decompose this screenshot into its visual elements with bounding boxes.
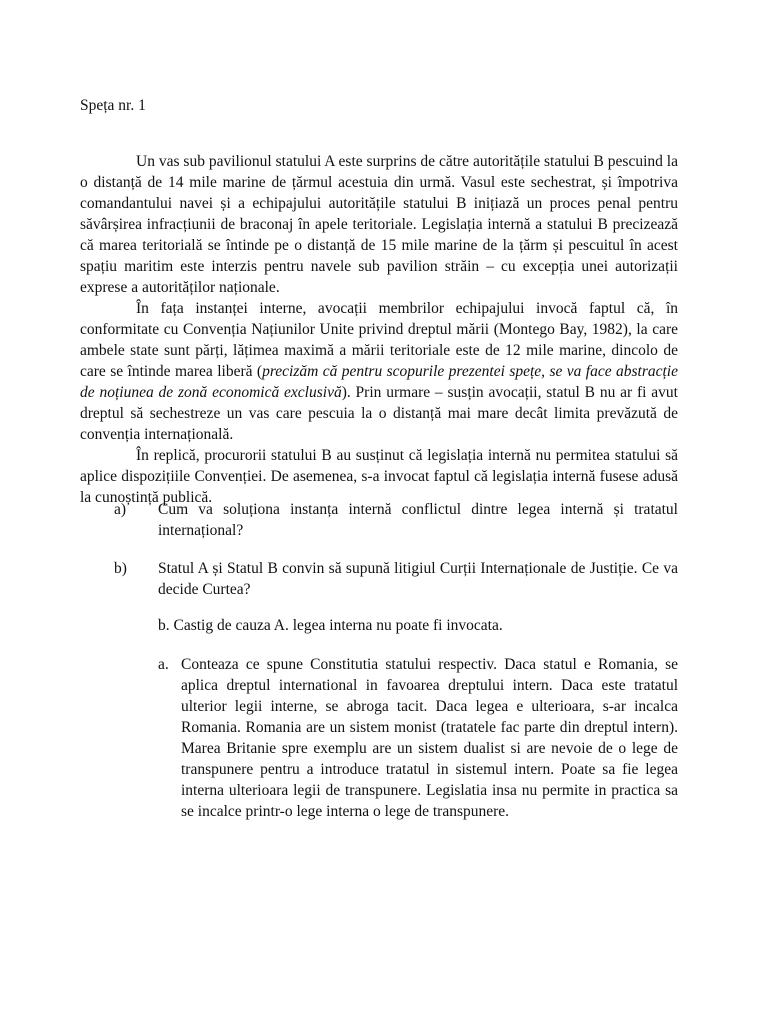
question-marker: b) <box>114 560 127 577</box>
question-b <box>80 558 678 600</box>
paragraph-facts: Un vas sub pavilionul statului A este surprins de către autoritățile statului B pescuind la o distanță de 14 mile marine de țărmul acestuia din urmă. Vasul este sechestrat, și împotriva comandantului navei și a echipajului autoritățile statului B inițiază un proces penal pentru săvârșirea infracțiunii de braconaj în apele teritoriale. Legislația internă a statului B precizează că marea teritorială se întinde pe o distanță de 15 mile marine de la țărm și pescuitul în acest spațiu maritim este interzis pentru navele sub pavilion străin – cu excepția unei autorizații exprese a autorităților naționale. <box>80 153 678 296</box>
answer-b: b. Castig de cauza A. legea interna nu poate fi invocata. <box>158 617 503 634</box>
case-description <box>80 151 678 508</box>
question-marker: a) <box>114 501 127 518</box>
paragraph-prosecution: În replică, procurorii statului B au susținut că legislația internă nu permitea statului să aplice dispozițiile Convenției. De asemenea, s-a invocat faptul că legislația internă fusese adusă la cunoștință publică. <box>80 447 678 506</box>
paragraph-defense-end: ). Prin urmare – susțin avocații, statul B nu ar fi avut dreptul să sechestreze un vas care pescuia la o distanță mai mare decât limita prevăzută de convenția internațională. <box>80 384 678 443</box>
question-a <box>80 499 678 541</box>
paragraph-defense <box>80 298 678 445</box>
answer-a <box>158 654 678 822</box>
document-title: Speța nr. 1 <box>80 97 146 114</box>
paragraph-defense-note: precizăm că pentru scopurile prezentei spețe, se va face abstracție de noțiunea de zonă economică exclusivă <box>80 363 678 401</box>
paragraph-defense-start: În fața instanței interne, avocații membrilor echipajului invocă faptul că, în conformitate cu Convenția Națiunilor Unite privind dreptul mării (Montego Bay, 1982), la care ambele state sunt părți, lățimea maximă a mării teritoriale este de 12 mile marine, dincolo de care se întinde marea liberă ( <box>80 300 678 380</box>
answer-marker: a. <box>158 656 169 673</box>
answer-text: Conteaza ce spune Constitutia statului respectiv. Daca statul e Romania, se aplica dreptul international in favoarea dreptului intern. Daca este tratatul ulterior legii interne, se abroga tacit. Daca legea e ulterioara, s-ar incalca Romania. Romania are un sistem monist (tratatele fac parte din dreptul intern). Marea Britanie spre exemplu are un sistem dualist si are nevoie de o lege de transpunere pentru a introduce tratatul in sistemul intern. Poate sa fie legea interna ulterioara legii de transpunere. Legislatia insa nu permite in practica sa se incalce printr-o lege interna o lege de transpunere. <box>181 656 678 820</box>
question-text: Statul A și Statul B convin să supună litigiul Curții Internaționale de Justiție. Ce va decide Curtea? <box>158 560 678 598</box>
question-text: Cum va soluționa instanța internă conflictul dintre legea internă și tratatul internațional? <box>158 501 678 539</box>
